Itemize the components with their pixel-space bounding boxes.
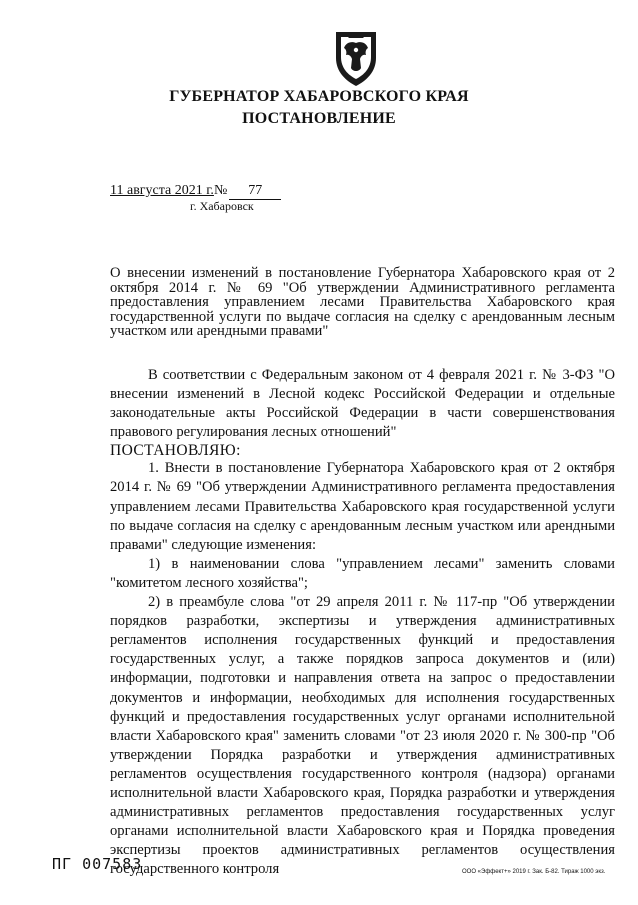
document-date: 11 августа 2021 г.	[110, 183, 214, 198]
coat-of-arms-icon	[330, 28, 382, 88]
number-sign: №	[213, 183, 228, 198]
print-info: ООО «Эффект+» 2019 г. Зак. Б-82. Тираж 1000 экз.	[462, 869, 606, 875]
document-type-title: ПОСТАНОВЛЕНИЕ	[242, 110, 396, 127]
item-1-1-paragraph: 1) в наименовании слова "управлением лесами" заменить словами "комитетом лесного хозяйства";	[110, 555, 615, 591]
document-subject: О внесении изменений в постановление Губернатора Хабаровского края от 2 октября 2014 г. № 69 "Об утверждении Административного регламента предоставления управлением лесами Правительства Хабаровского края государственной услуги по выдаче согласия на сделку с арендованным лесным участком или арендными правами"	[110, 265, 615, 340]
preamble-paragraph: В соответствии с Федеральным законом от 4 февраля 2021 г. № 3-ФЗ "О внесении изменений в Лесной кодекс Российской Федерации и отдельные законодательные акты Российской Федерации в части совершенствования правового регулирования лесных отношений"	[110, 367, 615, 441]
item-1-2-paragraph: 2) в преамбуле слова "от 29 апреля 2011 г. № 117-пр "Об утверждении порядков разработки, экспертизы и утверждения административных регламентов исполнения государственных функций и предоставления государственных услуг, а также порядков запроса документов и (или) информации, подготовки и направления ответа на запрос о предоставлении документов и информации, необходимых для исполнения государственных функций и предоставления государственных услуг органами исполнительной власти Хабаровского края" заменить словами "от 23 июля 2020 г. № 300-пр "Об утверждении Порядка разработки и утверждения административных регламентов осуществления государственного контроля (надзора) органами исполнительной власти Хабаровского края, Порядка разработки и утверждения административных регламентов предоставления государственных услуг органами исполнительной власти Хабаровского края и Порядка проведения экспертизы проектов административных регламентов осуществления государственного контроля	[110, 594, 615, 878]
issuing-authority: ГУБЕРНАТОР ХАБАРОВСКОГО КРАЯ	[169, 88, 469, 105]
document-body	[110, 366, 615, 879]
form-serial-code: ПГ 007583	[52, 855, 143, 873]
item-1-paragraph: 1. Внести в постановление Губернатора Хабаровского края от 2 октября 2014 г. № 69 "Об утверждении Административного регламента предоставления управлением лесами Правительства Хабаровского края государственной услуги по выдаче согласия на сделку с арендованным лесным участком или арендными правами" следующие изменения:	[110, 460, 615, 553]
document-city: г. Хабаровск	[190, 199, 254, 213]
date-number-line	[110, 183, 281, 200]
document-number: 77	[229, 183, 281, 200]
decree-word: ПОСТАНОВЛЯЮ:	[110, 442, 241, 460]
